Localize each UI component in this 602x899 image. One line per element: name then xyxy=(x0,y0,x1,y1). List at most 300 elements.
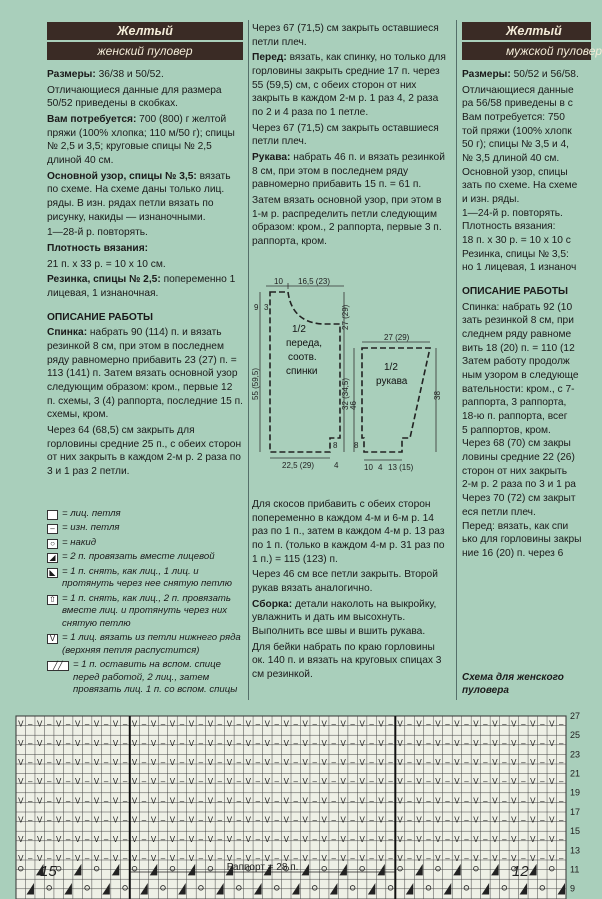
text-line: 1—24-й р. повторять. xyxy=(462,207,563,219)
chart-stitch-symbol: V xyxy=(74,815,81,825)
chart-stitch-symbol: V xyxy=(131,719,138,729)
dim-sleeve-b3: 13 (15) xyxy=(388,463,414,472)
chart-stitch-symbol: V xyxy=(207,853,214,863)
text-line: 18 п. х 30 р. = 10 х 10 с xyxy=(462,235,571,247)
back-paragraph-2: Через 64 (68,5) см закрыть для горловины средние 25 п., с обеих сторон от них закрыть в каждом 2-м р. 2 раза по 3 и 1 раз 2 петли. xyxy=(47,425,242,478)
chart-stitch-symbol: V xyxy=(416,853,422,863)
chart-stitch-symbol: V xyxy=(131,834,138,844)
dim-sleeve-38: 38 xyxy=(433,391,442,400)
chart-stitch-symbol: V xyxy=(321,853,327,863)
chart-stitch-symbol: – xyxy=(84,815,90,825)
chart-stitch-symbol: V xyxy=(378,834,384,844)
text-line: ным узором в следующе xyxy=(462,370,579,382)
chart-stitch-symbol: V xyxy=(321,719,327,729)
chart-stitch-symbol: – xyxy=(27,757,33,767)
chart-stitch-symbol: – xyxy=(559,853,564,863)
text-line: зать резинкой 8 см, при xyxy=(462,315,574,327)
text-line: Спинка: набрать 92 (10 xyxy=(462,301,573,313)
chart-stitch-symbol: V xyxy=(549,834,555,844)
chart-stitch-symbol: V xyxy=(226,834,233,844)
neckband-paragraph: Для бейки набрать по краю горловины ок. 140 п. и вязать на круговых спицах 3 см резинкой. xyxy=(252,641,442,681)
chart-stitch-symbol: V xyxy=(245,777,251,787)
chart-stitch-symbol: V xyxy=(397,834,403,844)
chart-stitch-symbol: – xyxy=(274,796,280,806)
chart-stitch-symbol: V xyxy=(416,757,422,767)
chart-stitch-symbol: V xyxy=(416,738,422,748)
chart-stitch-symbol: V xyxy=(473,719,479,729)
chart-stitch-symbol: – xyxy=(217,796,223,806)
chart-stitch-symbol: – xyxy=(331,853,336,863)
chart-stitch-symbol: V xyxy=(530,719,536,729)
chart-stitch-symbol: V xyxy=(492,757,498,767)
chart-stitch-symbol: – xyxy=(521,719,526,729)
chart-stitch-symbol: V xyxy=(93,777,100,787)
chart-stitch-symbol: – xyxy=(255,757,261,767)
chart-stitch-symbol: V xyxy=(150,853,157,863)
chart-stitch-symbol: V xyxy=(18,738,24,748)
text-line: еся петли плеч. xyxy=(462,506,536,518)
chart-stitch-symbol: V xyxy=(56,834,62,844)
chart-stitch-symbol: – xyxy=(559,815,564,825)
chart-stitch-symbol: – xyxy=(27,719,33,729)
chart-stitch-symbol: – xyxy=(464,834,469,844)
chart-stitch-symbol: V xyxy=(302,853,308,863)
chart-stitch-symbol: V xyxy=(454,738,460,748)
chart-stitch-symbol: V xyxy=(74,719,81,729)
chart-stitch-symbol: V xyxy=(37,719,43,729)
chart-stitch-symbol: – xyxy=(141,834,147,844)
chart-stitch-symbol: V xyxy=(435,777,441,787)
chart-stitch-symbol: V xyxy=(340,738,346,748)
chart-stitch-symbol: – xyxy=(407,853,412,863)
chart-stitch-symbol: – xyxy=(312,738,317,748)
chart-stitch-symbol: V xyxy=(131,796,138,806)
chart-stitch-symbol: V xyxy=(340,834,346,844)
chart-stitch-symbol: V xyxy=(473,815,479,825)
chart-stitch-symbol: V xyxy=(378,796,384,806)
chart-stitch-symbol: – xyxy=(369,777,374,787)
pattern-paragraph: Основной узор, спицы № 3,5: вязать по схеме. На схеме даны только лиц. ряды. В изн. рядах петли вязать по рисунку, накиды — изнаночными. xyxy=(47,170,231,223)
chart-stitch-symbol: V xyxy=(340,719,346,729)
chart-stitch-symbol: – xyxy=(426,757,431,767)
chart-stitch-symbol: – xyxy=(27,777,33,787)
text-line: вательности: кром., с 7- xyxy=(462,383,575,395)
sizes-note: Отличающиеся данные для размера 50/52 приведены в скобках. xyxy=(47,84,222,110)
chart-stitch-symbol: – xyxy=(274,853,280,863)
chart-stitch-symbol: – xyxy=(407,796,412,806)
materials-paragraph: Вам потребуется: 700 (800) г желтой пряжи (100% хлопка; 110 м/50 г); спицы № 2,5 и 3,5; круговые спицы № 2,5 длиной 40 см. xyxy=(47,114,235,167)
chart-stitch-symbol: – xyxy=(141,796,147,806)
chart-stitch-symbol: V xyxy=(378,777,384,787)
chart-stitch-symbol: V xyxy=(169,738,176,748)
middle-column-text xyxy=(252,22,448,251)
chart-stitch-symbol: – xyxy=(521,853,526,863)
chart-stitch-symbol: – xyxy=(46,834,52,844)
chart-stitch-symbol: – xyxy=(217,738,223,748)
chart-stitch-symbol: V xyxy=(340,796,346,806)
chart-stitch-symbol: – xyxy=(122,834,128,844)
chart-stitch-symbol: V xyxy=(169,757,176,767)
chart-stitch-symbol: V xyxy=(74,834,81,844)
chart-stitch-symbol: – xyxy=(236,738,242,748)
chart-stitch-symbol: V xyxy=(492,815,498,825)
chart-stitch-symbol: V xyxy=(549,738,555,748)
chart-stitch-symbol: V xyxy=(56,815,62,825)
chart-stitch-symbol: – xyxy=(27,796,33,806)
chart-stitch-symbol: – xyxy=(122,777,128,787)
chart-stitch-symbol: V xyxy=(245,757,251,767)
garment-schematic xyxy=(252,270,452,480)
chart-stitch-symbol: V xyxy=(321,757,327,767)
text-line: Основной узор, спицы xyxy=(462,166,568,178)
chart-stitch-symbol: V xyxy=(37,834,43,844)
chart-stitch-symbol: V xyxy=(37,853,43,863)
dim-sleeve-length: 46 xyxy=(349,401,358,410)
text-line: 5 раппортов, кром. xyxy=(462,424,551,436)
chart-stitch-symbol: – xyxy=(540,853,545,863)
chart-stitch-symbol: – xyxy=(521,834,526,844)
text-line: 18-ю п. раппорта, всег xyxy=(462,411,568,423)
chart-stitch-symbol: V xyxy=(150,815,157,825)
chart-stitch-symbol: V xyxy=(188,757,195,767)
chart-stitch-symbol: – xyxy=(502,834,507,844)
chart-stitch-symbol: V xyxy=(492,777,498,787)
chart-stitch-symbol: – xyxy=(160,719,166,729)
chart-stitch-symbol: V xyxy=(511,796,517,806)
ssk-icon: ◣ xyxy=(47,568,58,578)
chart-stitch-symbol: – xyxy=(426,719,431,729)
chart-stitch-symbol: – xyxy=(502,853,507,863)
chart-stitch-symbol: – xyxy=(559,719,564,729)
chart-stitch-symbol: – xyxy=(369,834,374,844)
chart-stitch-symbol: V xyxy=(264,777,270,787)
chart-stitch-symbol: V xyxy=(283,719,289,729)
chart-stitch-symbol: V xyxy=(245,815,251,825)
chart-stitch-symbol: – xyxy=(274,834,280,844)
chart-stitch-symbol: V xyxy=(226,853,233,863)
chart-stitch-symbol: – xyxy=(388,777,393,787)
text-line: той пряжи (100% хлопк xyxy=(462,125,572,137)
chart-row-number: 19 xyxy=(570,787,581,798)
chart-row-number: 15 xyxy=(570,826,581,837)
chart-stitch-symbol: V xyxy=(473,757,479,767)
chart-stitch-symbol: – xyxy=(160,853,166,863)
chart-stitch-symbol: V xyxy=(112,815,119,825)
chart-stitch-symbol: V xyxy=(530,796,536,806)
chart-stitch-symbol: V xyxy=(169,796,176,806)
chart-stitch-symbol: V xyxy=(93,834,100,844)
chart-stitch-symbol: – xyxy=(426,777,431,787)
chart-stitch-symbol: V xyxy=(74,738,81,748)
chart-stitch-symbol: V xyxy=(131,757,138,767)
chart-stitch-symbol: – xyxy=(407,719,412,729)
column-divider xyxy=(456,20,457,700)
chart-stitch-symbol: – xyxy=(426,796,431,806)
chart-stitch-symbol: V xyxy=(264,738,270,748)
chart-stitch-symbol: V xyxy=(207,757,214,767)
chart-stitch-symbol: – xyxy=(331,777,336,787)
chart-stitch-symbol: V xyxy=(511,834,517,844)
front-label-fraction: 1/2 xyxy=(292,324,306,335)
chart-stitch-symbol: V xyxy=(435,719,441,729)
chart-stitch-symbol: – xyxy=(559,796,564,806)
knit-stitch-icon xyxy=(47,510,58,520)
chart-stitch-symbol: V xyxy=(549,853,555,863)
chart-stitch-symbol: V xyxy=(359,796,365,806)
chart-stitch-symbol: – xyxy=(236,757,242,767)
chart-stitch-symbol: V xyxy=(112,738,119,748)
chart-stitch-symbol: V xyxy=(74,777,81,787)
chart-stitch-symbol: – xyxy=(293,719,298,729)
chart-stitch-symbol: V xyxy=(473,853,479,863)
chart-stitch-symbol: V xyxy=(188,815,195,825)
chart-stitch-symbol: – xyxy=(198,738,204,748)
chart-row-number: 21 xyxy=(570,768,581,779)
chart-stitch-symbol: V xyxy=(435,738,441,748)
chart-stitch-symbol: – xyxy=(464,738,469,748)
chart-stitch-symbol: – xyxy=(179,719,185,729)
text-line: ловины средние 22 (26) xyxy=(462,452,575,464)
chart-stitch-symbol: – xyxy=(445,796,450,806)
chart-stitch-symbol: – xyxy=(312,796,317,806)
chart-stitch-symbol: – xyxy=(502,777,507,787)
chart-row-number: 9 xyxy=(570,883,576,894)
article-title: Желтый xyxy=(462,22,591,40)
chart-stitch-symbol: V xyxy=(93,738,100,748)
chart-stitch-symbol: – xyxy=(426,815,431,825)
chart-stitch-symbol: – xyxy=(198,757,204,767)
increase-paragraph: Для скосов прибавить с обеих сторон попеременно в каждом 4-м и 6-м р. 14 раз по 1 п., затем в каждом 4-м р. 13 раз по 1 п. (только в каждом 4-м р. 31 раз по 1 п.) = 115 (123) п. xyxy=(252,499,445,565)
chart-stitch-symbol: V xyxy=(112,719,119,729)
dim-bottom: 22,5 (29) xyxy=(282,461,315,470)
purl-stitch-icon: – xyxy=(47,524,58,534)
sleeve-pattern-paragraph: Затем вязать основной узор, при этом в 1-м р. распределить петли следующим образом: кром., 2 раппорта, первые 3 п. раппорта, кром. xyxy=(252,195,442,248)
legend-item: ⇧ = 1 п. снять, как лиц., 2 п. провязать вместе лиц. и протянуть через них снятую петлю xyxy=(47,593,243,630)
chart-stitch-symbol: – xyxy=(464,777,469,787)
chart-stitch-symbol: – xyxy=(255,719,261,729)
text-line: ра 56/58 приведены в с xyxy=(462,98,573,110)
chart-stitch-symbol: V xyxy=(359,738,365,748)
chart-stitch-symbol: V xyxy=(283,757,289,767)
chart-stitch-symbol: – xyxy=(540,796,545,806)
chart-stitch-symbol: V xyxy=(397,757,403,767)
text-line: Затем работу продолж xyxy=(462,356,570,368)
chart-stitch-symbol: – xyxy=(369,853,374,863)
chart-stitch-symbol: – xyxy=(483,796,488,806)
chart-stitch-symbol: – xyxy=(331,738,336,748)
chart-stitch-symbol: – xyxy=(312,815,317,825)
chart-stitch-symbol: – xyxy=(388,853,393,863)
front-paragraph: Перед: вязать, как спинку, но только для горловины закрыть средние 17 п. через 55 (59,5) см, с обеих сторон от них закрыть в каждом 2-м р. 1 раз 4, 2 раза по 2 и 4 раза по 1 петле. xyxy=(252,52,446,119)
front-shoulder-paragraph: Через 67 (71,5) см закрыть оставшиеся петли плеч. xyxy=(252,122,439,148)
chart-stitch-symbol: – xyxy=(103,738,109,748)
chart-stitch-symbol: V xyxy=(511,853,517,863)
article-title: Желтый xyxy=(47,22,243,40)
chart-stitch-symbol: – xyxy=(236,815,242,825)
chart-stitch-symbol: V xyxy=(207,738,214,748)
chart-stitch-symbol: V xyxy=(378,719,384,729)
chart-stitch-symbol: – xyxy=(198,834,204,844)
chart-stitch-symbol: V xyxy=(359,719,365,729)
chart-stitch-symbol: – xyxy=(388,834,393,844)
chart-stitch-symbol: – xyxy=(331,834,336,844)
chart-row-number: 27 xyxy=(570,710,581,721)
chart-stitch-symbol: – xyxy=(521,757,526,767)
chart-stitch-symbol: – xyxy=(293,796,298,806)
chart-stitch-symbol: V xyxy=(18,777,24,787)
shoulder-paragraph: Через 67 (71,5) см закрыть оставшиеся петли плеч. xyxy=(252,23,439,48)
chart-stitch-symbol: – xyxy=(103,834,109,844)
chart-stitch-symbol: V xyxy=(169,834,176,844)
chart-stitch-symbol: – xyxy=(483,719,488,729)
chart-stitch-symbol: V xyxy=(37,815,43,825)
chart-stitch-symbol: – xyxy=(350,777,355,787)
chart-stitch-symbol: – xyxy=(122,738,128,748)
chart-stitch-symbol: – xyxy=(27,834,33,844)
chart-stitch-symbol: V xyxy=(74,796,81,806)
chart-stitch-symbol: – xyxy=(369,757,374,767)
chart-stitch-symbol: V xyxy=(226,777,233,787)
middle-column-text-2 xyxy=(252,498,448,684)
chart-stitch-symbol: V xyxy=(302,777,308,787)
chart-stitch-symbol: – xyxy=(312,719,317,729)
chart-stitch-symbol: – xyxy=(122,815,128,825)
chart-stitch-symbol: – xyxy=(369,796,374,806)
chart-stitch-symbol: – xyxy=(255,853,261,863)
chart-stitch-symbol: – xyxy=(160,834,166,844)
chart-stitch-symbol: V xyxy=(549,815,555,825)
chart-stitch-symbol: – xyxy=(160,738,166,748)
chart-stitch-symbol: V xyxy=(454,719,460,729)
chart-stitch-symbol: V xyxy=(226,719,233,729)
chart-stitch-symbol: V xyxy=(56,719,62,729)
chart-stitch-symbol: – xyxy=(217,834,223,844)
chart-stitch-symbol: – xyxy=(540,777,545,787)
chart-stitch-symbol: – xyxy=(122,757,128,767)
chart-stitch-symbol: – xyxy=(274,738,280,748)
chart-stitch-symbol: V xyxy=(150,738,157,748)
chart-stitch-symbol: V xyxy=(397,719,403,729)
chart-stitch-symbol: V xyxy=(416,796,422,806)
chart-stitch-symbol: – xyxy=(483,738,488,748)
chart-stitch-symbol: – xyxy=(103,815,109,825)
chart-stitch-symbol: – xyxy=(217,853,223,863)
chart-stitch-symbol: – xyxy=(388,815,393,825)
dim-top-left: 10 xyxy=(274,277,283,286)
chart-stitch-symbol: – xyxy=(350,834,355,844)
sleeve-label-fraction: 1/2 xyxy=(384,362,398,373)
chart-stitch-symbol: – xyxy=(179,853,185,863)
chart-stitch-symbol: – xyxy=(274,777,280,787)
chart-stitch-symbol: – xyxy=(540,757,545,767)
dim-top-right: 16,5 (23) xyxy=(298,277,331,286)
assembly-paragraph: Сборка: детали наколоть на выкройку, увлажнить и дать им высохнуть. Выполнить все швы и вшить рукава. xyxy=(252,598,437,638)
chart-stitch-symbol: V xyxy=(321,815,327,825)
knitting-chart xyxy=(0,712,591,894)
chart-stitch-symbol: – xyxy=(483,777,488,787)
chart-stitch-symbol: – xyxy=(293,738,298,748)
chart-stitch-symbol: V xyxy=(264,719,270,729)
sizes-paragraph: Размеры: 50/52 и 56/58. xyxy=(462,69,579,80)
chart-stitch-symbol: V xyxy=(245,853,251,863)
chart-stitch-symbol: V xyxy=(397,853,403,863)
chart-stitch-symbol: V xyxy=(131,853,138,863)
chart-stitch-symbol: – xyxy=(255,815,261,825)
chart-stitch-symbol: – xyxy=(46,719,52,729)
chart-stitch-symbol: V xyxy=(264,815,270,825)
chart-stitch-symbol: – xyxy=(407,757,412,767)
chart-stitch-symbol: – xyxy=(255,796,261,806)
chart-stitch-symbol: – xyxy=(84,757,90,767)
chart-stitch-symbol: – xyxy=(445,815,450,825)
close-paragraph: Через 46 см все петли закрыть. Второй рукав вязать аналогично. xyxy=(252,569,438,595)
chart-stitch-symbol: – xyxy=(331,815,336,825)
chart-stitch-symbol: – xyxy=(122,853,128,863)
chart-stitch-symbol: – xyxy=(103,777,109,787)
chart-stitch-symbol: – xyxy=(65,757,71,767)
chart-row-number: 11 xyxy=(570,864,580,875)
chart-stitch-symbol: V xyxy=(207,777,214,787)
chart-stitch-symbol: – xyxy=(179,757,185,767)
text-line: Отличающиеся данные xyxy=(462,84,574,96)
chart-stitch-symbol: V xyxy=(492,834,498,844)
chart-stitch-symbol: V xyxy=(283,777,289,787)
dim-height-total: 27 (29) xyxy=(341,304,350,330)
chart-stitch-symbol: V xyxy=(530,757,536,767)
chart-stitch-symbol: V xyxy=(18,796,24,806)
chart-stitch-symbol: – xyxy=(293,777,298,787)
chart-stitch-symbol: V xyxy=(340,853,346,863)
chart-stitch-symbol: – xyxy=(502,719,507,729)
chart-stitch-symbol: V xyxy=(18,757,24,767)
chart-stitch-symbol: V xyxy=(18,719,24,729)
chart-stitch-symbol: V xyxy=(359,757,365,767)
chart-stitch-symbol: – xyxy=(255,834,261,844)
chart-stitch-symbol: – xyxy=(160,796,166,806)
chart-stitch-symbol: V xyxy=(435,757,441,767)
chart-stitch-symbol: V xyxy=(454,777,460,787)
chart-stitch-symbol: – xyxy=(559,738,564,748)
chart-stitch-symbol: V xyxy=(18,834,24,844)
chart-stitch-symbol: – xyxy=(236,853,242,863)
chart-stitch-symbol: – xyxy=(65,796,71,806)
chart-stitch-symbol: V xyxy=(340,815,346,825)
chart-stitch-symbol: – xyxy=(141,719,147,729)
chart-stitch-symbol: – xyxy=(445,757,450,767)
chart-stitch-symbol: V xyxy=(131,777,138,787)
chart-stitch-symbol: – xyxy=(445,738,450,748)
chart-stitch-symbol: V xyxy=(340,777,346,787)
chart-stitch-symbol: V xyxy=(188,853,195,863)
sleeve-label-line2: рукава xyxy=(376,376,408,387)
column-divider xyxy=(248,20,249,700)
chart-stitch-symbol: – xyxy=(540,719,545,729)
chart-stitch-symbol: V xyxy=(302,834,308,844)
chart-stitch-symbol: V xyxy=(302,815,308,825)
dim-neck-side: 3 xyxy=(264,303,269,312)
chart-stitch-symbol: V xyxy=(93,796,100,806)
men-pullover-article xyxy=(462,22,602,561)
chart-stitch-symbol: – xyxy=(293,853,298,863)
chart-stitch-symbol: – xyxy=(179,815,185,825)
text-line: Плотность вязания: xyxy=(462,221,556,233)
schematic-svg xyxy=(252,270,452,480)
chart-stitch-symbol: V xyxy=(226,796,233,806)
chart-stitch-symbol: V xyxy=(56,796,62,806)
right-text-lines-2 xyxy=(462,301,591,561)
chart-stitch-symbol: V xyxy=(226,757,233,767)
chart-stitch-symbol: – xyxy=(46,738,52,748)
